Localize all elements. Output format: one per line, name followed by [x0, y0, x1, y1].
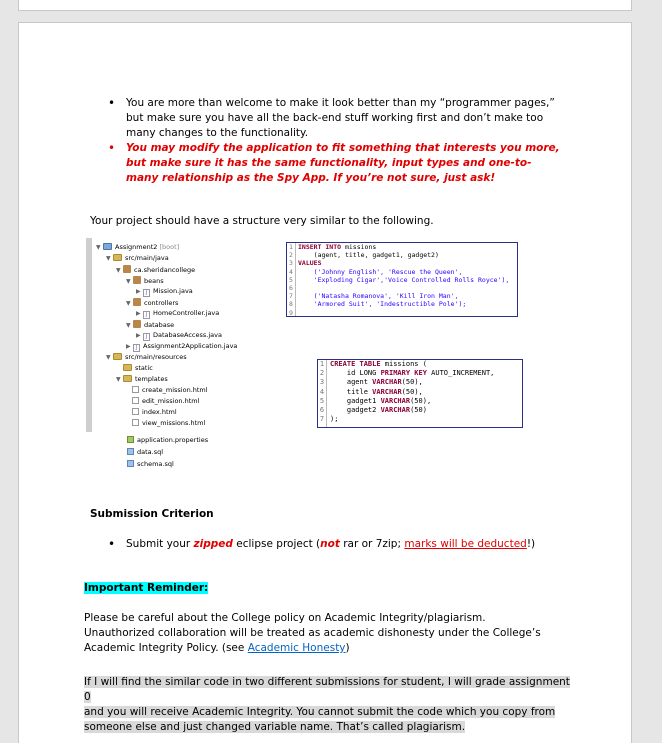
tree-node: ▼ Assignment2 [boot]	[96, 243, 180, 251]
submission-heading: Submission Criterion	[90, 508, 214, 520]
tree-node: ▼ src/main/resources	[106, 353, 187, 361]
tree-node: ▼ templates	[116, 375, 168, 383]
structure-intro: Your project should have a structure very similar to the following.	[90, 215, 434, 227]
tree-node: view_missions.html	[132, 419, 205, 428]
tree-node: static	[116, 364, 153, 373]
line-numbers: 1 2 3 4 5 6 7 8 9	[287, 243, 296, 316]
insert-sql-code: 1 2 3 4 5 6 7 8 9 INSERT INTO missions (agent, title, gadget1, gadget2) VALUES ('Johnny English', 'Rescue the Queen', 'Exploding Cigar','Voice Controlled Rolls Royce'), ('Natasha Romanova', 'Kill Iron Man', 'Armored Suit', 'Indestructible Pole');	[286, 242, 518, 317]
tree-node: ▶ J DatabaseAccess.java	[136, 331, 222, 340]
bullet-marker: •	[108, 537, 116, 551]
plagiarism-paragraph: If I will find the similar code in two different submissions for student, I will grade assignment 0 and you will receive Academic Integrity. You cannot submit the code which you copy from someone else and just changed variable name. That’s called plagiarism.	[84, 676, 570, 733]
line-numbers: 1 2 3 4 5 6 7	[318, 360, 327, 427]
tree-node: edit_mission.html	[132, 397, 199, 406]
create-table-sql-code: 1 2 3 4 5 6 7 CREATE TABLE missions ( id LONG PRIMARY KEY AUTO_INCREMENT, agent VARCHAR(50), title VARCHAR(50), gadget1 VARCHAR(50), gadget2 VARCHAR(50) );	[317, 359, 523, 428]
tree-scrollbar	[86, 238, 92, 432]
tree-node: ▼ controllers	[126, 299, 179, 307]
bullet-text-1: You are more than welcome to make it look better than my “programmer pages,” but make sure you have all the back-end stuff working first and don’t make too many changes to the functionality.	[126, 97, 555, 139]
integrity-paragraph: Please be careful about the College policy on Academic Integrity/plagiarism. Unauthorized collaboration will be treated as academic dishonesty under the College’s Academic Integrity Policy. (see Academic Honesty)	[84, 612, 541, 654]
project-tree-image	[86, 238, 258, 432]
tree-node: data.sql	[127, 448, 163, 457]
reminder-heading: Important Reminder:	[84, 582, 209, 594]
tree-node: ▼ beans	[126, 277, 164, 285]
tree-node: ▼ database	[126, 321, 175, 329]
tree-node: schema.sql	[127, 460, 174, 469]
bullet-text-2: You may modify the application to fit something that interests you more, but make sure it has the same functionality, input types and one-to-many relationship as the Spy App. If you’re not sure, just ask!	[126, 142, 560, 184]
tree-node: ▼ src/main/java	[106, 254, 169, 262]
tree-node: application.properties	[127, 436, 208, 445]
tree-node: ▼ ca.sheridancollege	[116, 266, 196, 274]
tree-node: ▶ J Mission.java	[136, 287, 193, 296]
bullet-marker: •	[108, 141, 116, 155]
tree-node: ▶ J HomeController.java	[136, 309, 220, 318]
bullet-marker: •	[108, 96, 116, 110]
tree-node: index.html	[132, 408, 177, 417]
submission-text: Submit your zipped eclipse project (not rar or 7zip; marks will be deducted!)	[126, 538, 536, 550]
previous-page-edge	[18, 0, 632, 11]
academic-honesty-link[interactable]: Academic Honesty	[247, 642, 346, 654]
tree-node: ▶ J Assignment2Application.java	[126, 342, 238, 351]
tree-node: create_mission.html	[132, 386, 208, 395]
